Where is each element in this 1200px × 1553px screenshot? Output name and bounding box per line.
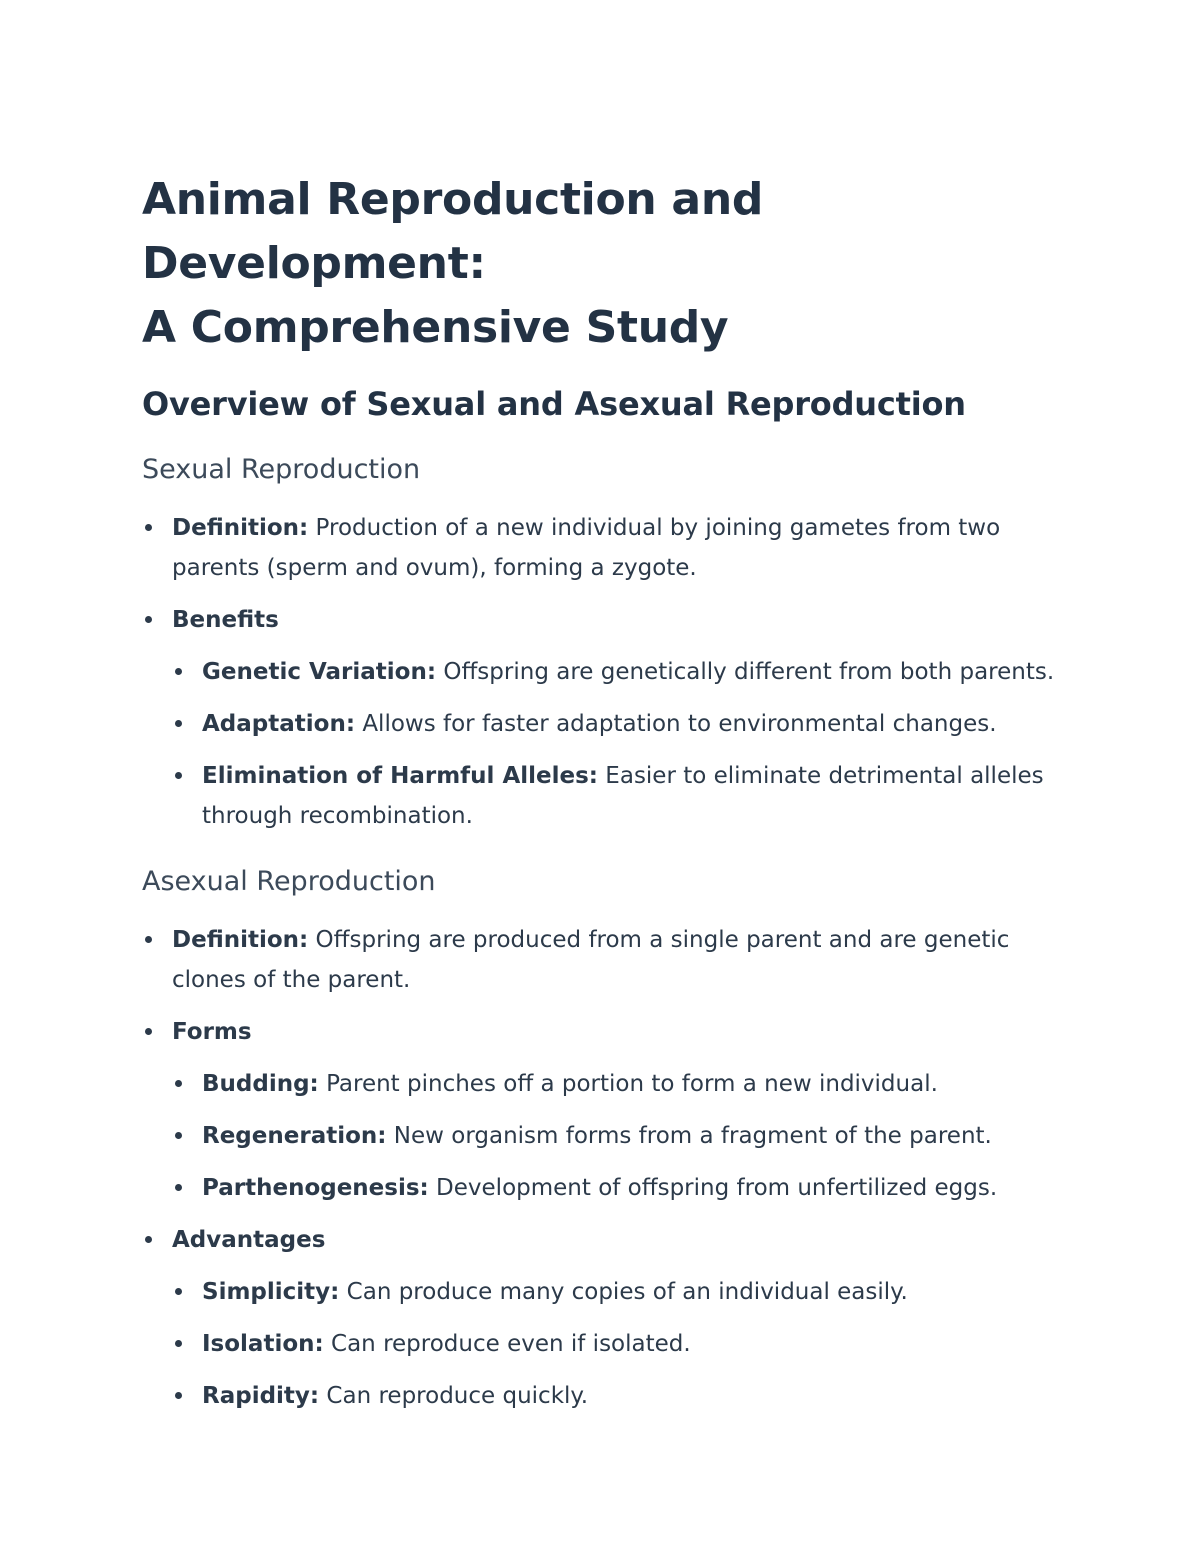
list-item [172, 1064, 1072, 1104]
bullet-icon [145, 1028, 152, 1035]
benefits-label: Benefits [172, 607, 279, 633]
list-item [172, 652, 1072, 692]
bullet-icon [175, 1288, 182, 1295]
bullet-icon [145, 936, 152, 943]
list-item [172, 1376, 1072, 1416]
list-item [142, 1220, 1072, 1416]
list-item [142, 600, 1072, 836]
item-text: Can reproduce even if isolated. [323, 1331, 691, 1357]
bullet-icon [175, 1080, 182, 1087]
item-text: Can produce many copies of an individual easily. [339, 1279, 908, 1305]
item-term: Adaptation: [202, 711, 356, 737]
bullet-icon [145, 616, 152, 623]
advantages-label: Advantages [172, 1227, 326, 1253]
bullet-icon [145, 524, 152, 531]
bullet-icon [175, 668, 182, 675]
item-term: Simplicity: [202, 1279, 340, 1305]
item-text: Development of offspring from unfertilized eggs. [428, 1175, 998, 1201]
item-text: Allows for faster adaptation to environmental changes. [355, 711, 997, 737]
bullet-icon [145, 1236, 152, 1243]
sexual-reproduction-list [142, 508, 1072, 836]
list-item [142, 1012, 1072, 1208]
document-page [142, 168, 1072, 1428]
list-item [172, 704, 1072, 744]
list-item [142, 920, 1072, 1000]
benefits-list [172, 652, 1072, 836]
item-text: Easier to eliminate detrimental alleles through recombination. [202, 763, 1044, 829]
bullet-icon [175, 1392, 182, 1399]
item-term: Genetic Variation: [202, 659, 437, 685]
bullet-icon [175, 1184, 182, 1191]
item-term: Isolation: [202, 1331, 324, 1357]
title-line-1: Animal Reproduction and Development: [142, 174, 764, 289]
list-item [172, 1324, 1072, 1364]
title-line-2: A Comprehensive Study [142, 302, 729, 353]
sexual-reproduction-heading: Sexual Reproduction [142, 454, 421, 485]
forms-label: Forms [172, 1019, 252, 1045]
list-item [142, 508, 1072, 588]
document-title [142, 168, 1072, 360]
forms-list [172, 1064, 1072, 1208]
bullet-icon [175, 720, 182, 727]
item-text: Parent pinches off a portion to form a new individual. [318, 1071, 938, 1097]
item-text: Offspring are genetically different from both parents. [436, 659, 1055, 685]
item-term: Regeneration: [202, 1123, 387, 1149]
list-item [172, 1272, 1072, 1312]
item-text: Can reproduce quickly. [319, 1383, 589, 1409]
definition-text: Production of a new individual by joining gametes from two parents (sperm and ovum), forming a zygote. [172, 515, 1001, 581]
list-item [172, 756, 1072, 836]
asexual-reproduction-list [142, 920, 1072, 1416]
definition-term: Definition: [172, 927, 309, 953]
bullet-icon [175, 772, 182, 779]
item-text: New organism forms from a fragment of the parent. [386, 1123, 992, 1149]
item-term: Elimination of Harmful Alleles: [202, 763, 598, 789]
list-item [172, 1116, 1072, 1156]
item-term: Rapidity: [202, 1383, 320, 1409]
advantages-list [172, 1272, 1072, 1416]
definition-text: Offspring are produced from a single parent and are genetic clones of the parent. [172, 927, 1010, 993]
bullet-icon [175, 1132, 182, 1139]
list-item [172, 1168, 1072, 1208]
item-term: Parthenogenesis: [202, 1175, 429, 1201]
definition-term: Definition: [172, 515, 309, 541]
bullet-icon [175, 1340, 182, 1347]
item-term: Budding: [202, 1071, 319, 1097]
section-heading: Overview of Sexual and Asexual Reproduction [142, 385, 966, 423]
asexual-reproduction-heading: Asexual Reproduction [142, 866, 436, 897]
